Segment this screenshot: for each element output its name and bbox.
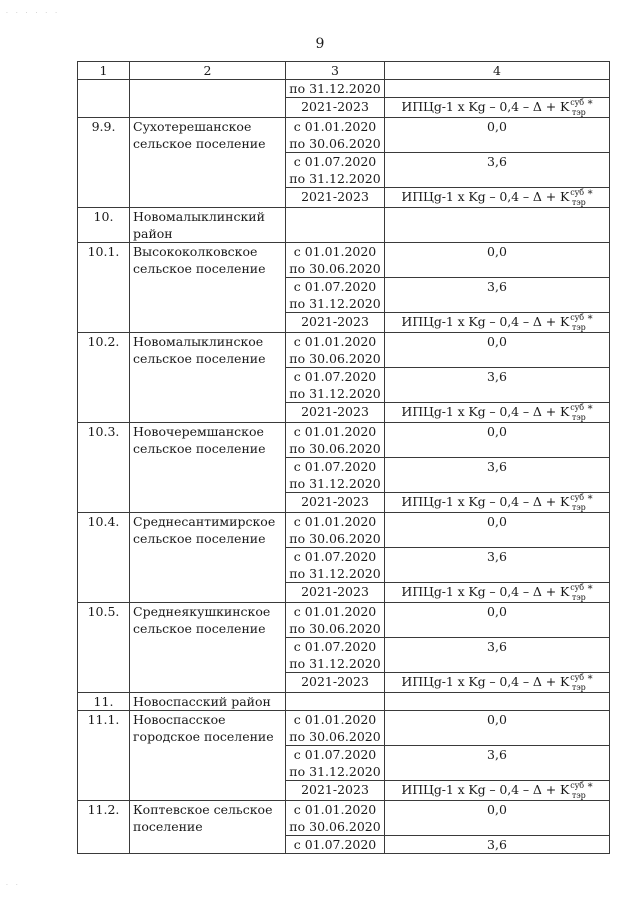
formula-superscript: суб	[570, 673, 584, 682]
period-cell: 2021-2023	[286, 313, 385, 333]
formula-asterisk: *	[587, 782, 593, 793]
formula-subscript: тэр	[571, 593, 586, 602]
table-row	[78, 711, 610, 746]
period-cell: с 01.01.2020 по 30.06.2020	[286, 711, 385, 746]
value-cell: 0,0	[385, 513, 610, 548]
formula-asterisk: *	[587, 314, 593, 325]
period-cell: с 01.07.2020 по 31.12.2020	[286, 458, 385, 493]
tariff-formula	[401, 98, 593, 117]
formula-subscript: тэр	[571, 503, 586, 512]
municipality-name: Коптевское сельское поселение	[130, 801, 286, 854]
period-cell: 2021-2023	[286, 493, 385, 513]
value-cell	[385, 188, 610, 208]
period-cell: с 01.01.2020 по 30.06.2020	[286, 801, 385, 836]
formula-superscript: суб	[570, 781, 584, 790]
period-cell: с 01.07.2020 по 31.12.2020	[286, 153, 385, 188]
tariff-formula	[401, 403, 593, 422]
value-cell	[385, 80, 610, 98]
formula-superscript: суб	[570, 313, 584, 322]
formula-subscript: тэр	[571, 413, 586, 422]
tariff-formula	[401, 493, 593, 512]
table-row	[78, 243, 610, 278]
value-cell	[385, 673, 610, 693]
formula-superscript: суб	[570, 188, 584, 197]
table-section-row	[78, 208, 610, 243]
table-header-row	[78, 62, 610, 80]
value-cell	[385, 403, 610, 423]
period-cell: с 01.01.2020 по 30.06.2020	[286, 603, 385, 638]
period-cell	[286, 208, 385, 243]
value-cell: 0,0	[385, 333, 610, 368]
table-row	[78, 513, 610, 548]
page-number: 9	[315, 36, 325, 52]
tariff-formula	[401, 583, 593, 602]
value-cell: 3,6	[385, 278, 610, 313]
table-row	[78, 603, 610, 638]
formula-base: ИПЦg-1 x Kg – 0,4 – Δ + K	[401, 674, 570, 689]
value-cell	[385, 583, 610, 603]
table-row	[78, 80, 610, 98]
period-cell: с 01.07.2020 по 31.12.2020	[286, 368, 385, 403]
formula-base: ИПЦg-1 x Kg – 0,4 – Δ + K	[401, 494, 570, 509]
municipality-name: Новочеремшанское сельское поселение	[130, 423, 286, 513]
period-cell: 2021-2023	[286, 781, 385, 801]
formula-asterisk: *	[587, 99, 593, 110]
formula-asterisk: *	[587, 494, 593, 505]
tariff-table	[77, 61, 610, 854]
period-cell: 2021-2023	[286, 673, 385, 693]
formula-base: ИПЦg-1 x Kg – 0,4 – Δ + K	[401, 189, 570, 204]
period-cell: с 01.07.2020 по 31.12.2020	[286, 638, 385, 673]
value-cell: 0,0	[385, 243, 610, 278]
column-header-1: 1	[78, 62, 130, 80]
period-cell: с 01.01.2020 по 30.06.2020	[286, 333, 385, 368]
row-number: 10.5.	[78, 603, 130, 693]
row-number: 10.4.	[78, 513, 130, 603]
formula-base: ИПЦg-1 x Kg – 0,4 – Δ + K	[401, 404, 570, 419]
value-cell: 3,6	[385, 836, 610, 854]
value-cell	[385, 98, 610, 118]
table-row	[78, 333, 610, 368]
formula-subscript: тэр	[571, 791, 586, 800]
row-number: 10.3.	[78, 423, 130, 513]
scan-edge-marks: · · · · · ·	[6, 10, 60, 17]
table-row	[78, 118, 610, 153]
formula-subscript: тэр	[571, 323, 586, 332]
municipality-name: Новоспасский район	[130, 693, 286, 711]
period-cell: 2021-2023	[286, 188, 385, 208]
column-header-4: 4	[385, 62, 610, 80]
value-cell: 3,6	[385, 746, 610, 781]
row-number: 11.2.	[78, 801, 130, 854]
formula-base: ИПЦg-1 x Kg – 0,4 – Δ + K	[401, 99, 570, 114]
period-cell: с 01.01.2020 по 30.06.2020	[286, 118, 385, 153]
row-number: 10.	[78, 208, 130, 243]
value-cell	[385, 313, 610, 333]
value-cell: 0,0	[385, 118, 610, 153]
formula-asterisk: *	[587, 189, 593, 200]
column-header-3: 3	[286, 62, 385, 80]
municipality-name: Среднесантимирское сельское поселение	[130, 513, 286, 603]
formula-base: ИПЦg-1 x Kg – 0,4 – Δ + K	[401, 782, 570, 797]
row-number	[78, 80, 130, 118]
formula-superscript: суб	[570, 403, 584, 412]
municipality-name: Среднеякушкинское сельское поселение	[130, 603, 286, 693]
value-cell	[385, 781, 610, 801]
row-number: 11.	[78, 693, 130, 711]
period-cell: 2021-2023	[286, 98, 385, 118]
row-number: 11.1.	[78, 711, 130, 801]
formula-superscript: суб	[570, 98, 584, 107]
period-cell	[286, 693, 385, 711]
value-cell: 3,6	[385, 458, 610, 493]
value-cell: 3,6	[385, 548, 610, 583]
formula-base: ИПЦg-1 x Kg – 0,4 – Δ + K	[401, 314, 570, 329]
municipality-name: Новомалыклинский район	[130, 208, 286, 243]
formula-subscript: тэр	[571, 683, 586, 692]
formula-asterisk: *	[587, 674, 593, 685]
formula-subscript: тэр	[571, 108, 586, 117]
period-cell: 2021-2023	[286, 403, 385, 423]
period-cell: по 31.12.2020	[286, 80, 385, 98]
municipality-name: Новомалыклинское сельское поселение	[130, 333, 286, 423]
formula-superscript: суб	[570, 493, 584, 502]
value-cell: 0,0	[385, 711, 610, 746]
table-row	[78, 801, 610, 836]
tariff-formula	[401, 781, 593, 800]
row-number: 10.2.	[78, 333, 130, 423]
value-cell: 0,0	[385, 423, 610, 458]
value-cell: 3,6	[385, 368, 610, 403]
period-cell: 2021-2023	[286, 583, 385, 603]
period-cell: с 01.07.2020 по 31.12.2020	[286, 278, 385, 313]
tariff-formula	[401, 313, 593, 332]
period-cell: с 01.01.2020 по 30.06.2020	[286, 513, 385, 548]
table-row	[78, 423, 610, 458]
tariff-formula	[401, 188, 593, 207]
value-cell: 0,0	[385, 801, 610, 836]
value-cell: 3,6	[385, 638, 610, 673]
value-cell	[385, 208, 610, 243]
period-cell: с 01.07.2020 по 31.12.2020	[286, 548, 385, 583]
tariff-formula	[401, 673, 593, 692]
table-section-row	[78, 693, 610, 711]
period-cell: с 01.07.2020 по 31.12.2020	[286, 746, 385, 781]
period-cell: с 01.07.2020	[286, 836, 385, 854]
row-number: 9.9.	[78, 118, 130, 208]
municipality-name: Новоспасское городское поселение	[130, 711, 286, 801]
formula-superscript: суб	[570, 583, 584, 592]
municipality-name: Высококолковское сельское поселение	[130, 243, 286, 333]
formula-asterisk: *	[587, 404, 593, 415]
value-cell: 0,0	[385, 603, 610, 638]
value-cell	[385, 493, 610, 513]
formula-base: ИПЦg-1 x Kg – 0,4 – Δ + K	[401, 584, 570, 599]
municipality-name	[130, 80, 286, 118]
value-cell	[385, 693, 610, 711]
row-number: 10.1.	[78, 243, 130, 333]
period-cell: с 01.01.2020 по 30.06.2020	[286, 423, 385, 458]
scan-edge-marks: · ·	[6, 882, 21, 889]
period-cell: с 01.01.2020 по 30.06.2020	[286, 243, 385, 278]
municipality-name: Сухотерешанское сельское поселение	[130, 118, 286, 208]
value-cell: 3,6	[385, 153, 610, 188]
formula-subscript: тэр	[571, 198, 586, 207]
column-header-2: 2	[130, 62, 286, 80]
formula-asterisk: *	[587, 584, 593, 595]
